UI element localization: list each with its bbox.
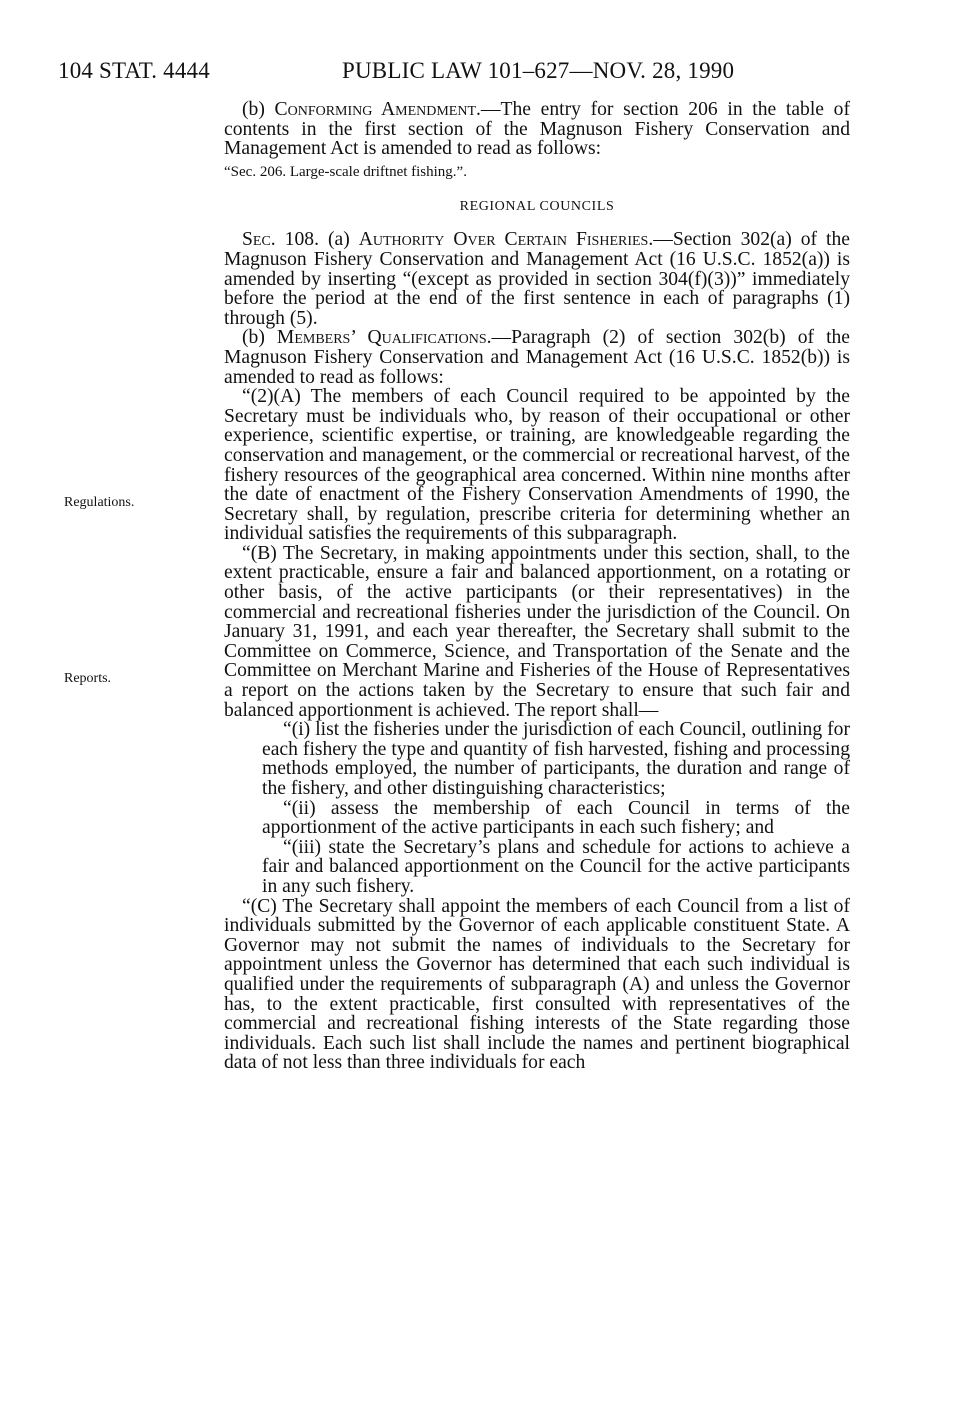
conforming-amendment-paragraph <box>224 100 850 159</box>
subsection-label: (b) <box>242 327 277 349</box>
paragraph-b: “(B) The Secretary, in making appointments under this section, shall, to the extent practicable, ensure a fair and balanced apportionment, on a rotating or other basis, of the active participants (or their representatives) in the commercial and recreational fisheries under the jurisdiction of the Council. On January 31, 1991, and each year thereafter, the Secretary shall submit to the Committee on Commerce, Science, and Transportation of the Senate and the Committee on Merchant Marine and Fisheries of the House of Representatives a report on the actions taken by the Secretary to ensure that such fair and balanced apportionment is achieved. The report shall— <box>224 542 850 721</box>
section-number: 108. (a) <box>275 229 359 251</box>
section-108-paragraph <box>224 230 850 328</box>
members-qualifications-text: —Paragraph (2) of section 302(b) of the Magnuson Fishery Conservation and Management Act (16 U.S.C. 1852(b)) is amended to read as follows: <box>224 327 851 388</box>
subsection-label: (b) <box>242 99 275 120</box>
section-heading: REGIONAL COUNCILS <box>459 198 615 214</box>
public-law-title: PUBLIC LAW 101–627—NOV. 28, 1990 <box>342 58 735 83</box>
members-qualifications-caption: Members’ Qualifications. <box>276 327 492 349</box>
clause-iii: “(iii) state the Secretary’s plans and schedule for actions to achieve a fair and balanced apportionment on the Council for the active participants in any such fishery. <box>262 836 850 897</box>
conforming-amendment-caption: Conforming Amendment. <box>274 99 481 120</box>
margin-note-regulations: Regulations. <box>64 495 135 510</box>
body-text <box>224 100 850 1073</box>
authority-caption: Authority Over Certain Fisheries. <box>358 229 654 251</box>
page-header <box>58 58 858 88</box>
margin-note-reports: Reports. <box>64 671 112 686</box>
members-qualifications-paragraph <box>224 328 850 387</box>
amendment-quote: “Sec. 206. Large-scale driftnet fishing.”. <box>224 163 467 180</box>
paragraph-2a: “(2)(A) The members of each Council required to be appointed by the Secretary must be individuals who, by reason of their occupational or other experience, scientific expertise, or training, are knowledgeable regarding the conservation and management, or the commercial or recreational harvest, of the fishery resources of the geographical area concerned. Within nine months after the date of enactment of the Fishery Conservation Amendments of 1990, the Secretary shall, by regulation, prescribe criteria for determining whether an individual satisfies the requirements of this subparagraph. <box>224 386 850 545</box>
paragraph-c: “(C) The Secretary shall appoint the members of each Council from a list of individuals submitted by the Governor of each applicable constituent State. A Governor may not submit the names of individuals to the Secretary for appointment unless the Governor has determined that each such individual is qualified under the requirements of subparagraph (A) and unless the Governor has, to the extent practicable, first consulted with representatives of the commercial and recreational fishing interests of the State regarding those individuals. Each such list shall include the names and pertinent biographical data of not less than three individuals for each <box>224 895 850 1074</box>
conforming-amendment-text: —The entry for section 206 in the table of contents in the first section of the Magnuson Fishery Conservation and Management Act is amended to read as follows: <box>224 99 850 160</box>
statute-page-reference: 104 STAT. 4444 <box>58 58 210 83</box>
clause-ii: “(ii) assess the membership of each Council in terms of the apportionment of the active participants in each such fishery; and <box>262 797 850 839</box>
section-label: Sec. <box>242 229 276 251</box>
section-108-text: —Section 302(a) of the Magnuson Fishery Conservation and Management Act (16 U.S.C. 1852(a)) is amended by inserting “(except as provided in section 304(f)(3))” immediately before the period at the end of the first sentence in each of paragraphs (1) through (5). <box>224 229 850 329</box>
clause-i: “(i) list the fisheries under the jurisdiction of each Council, outlining for each fishery the type and quantity of fish harvested, fishing and processing methods employed, the number of participants, the duration and range of the fishery, and other distinguishing characteristics; <box>262 719 850 799</box>
